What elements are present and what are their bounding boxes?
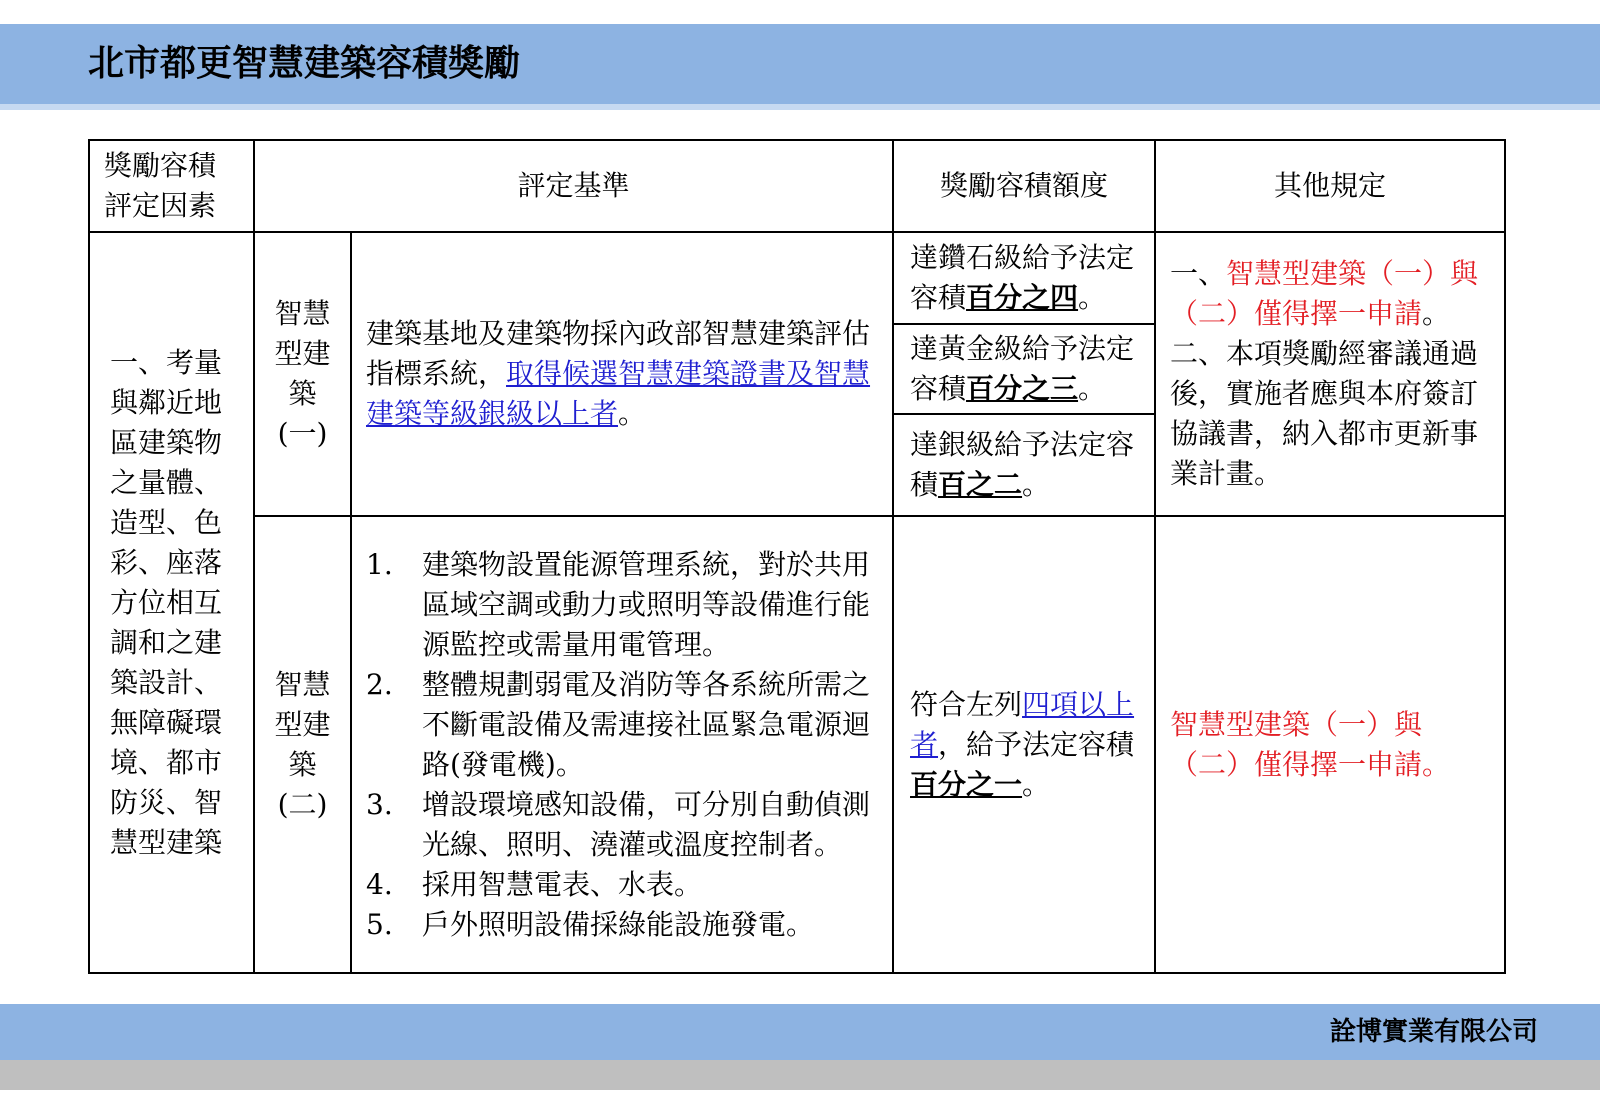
table-row [89, 516, 1505, 973]
table-row [89, 232, 1505, 324]
list-item [366, 785, 878, 865]
type1-other [1155, 232, 1505, 516]
header-amount: 獎勵容積額度 [893, 140, 1155, 232]
rules-table [88, 139, 1506, 974]
list-item [366, 665, 878, 785]
amount-type2-end: 。 [1022, 767, 1051, 801]
header-divider [0, 104, 1600, 110]
amount-diamond-end: 。 [1078, 281, 1107, 314]
type1-criteria-link[interactable]: 取得候選智慧建築證書及智慧建築等級銀級以上者 [366, 357, 871, 430]
item-number: 1. [366, 547, 393, 581]
amount-diamond [893, 232, 1155, 324]
type1-criteria [351, 232, 893, 516]
amount-type2-value: 百分之一 [910, 767, 1023, 801]
amount-silver [893, 414, 1155, 516]
footer-divider [0, 1060, 1600, 1090]
amount-type2-mid: ，給予法定容積 [938, 727, 1135, 761]
amount-gold-end: 。 [1078, 372, 1107, 405]
list-item [366, 865, 878, 905]
header-factor: 獎勵容積評定因素 [89, 140, 254, 232]
company-name: 詮博實業有限公司 [1329, 1017, 1538, 1047]
item-text: 建築物設置能源管理系統，對於共用區域空調或動力或照明等設備進行能源監控或需量用電管理。 [422, 547, 871, 661]
list-item [366, 545, 878, 665]
type2-criteria [351, 516, 893, 973]
amount-silver-value: 百之二 [938, 468, 1023, 501]
amount-type2-text: 符合左列 [910, 687, 1023, 721]
amount-silver-text: 達銀級給予法定容積 [910, 428, 1135, 501]
header-other: 其他規定 [1155, 140, 1505, 232]
list-item [366, 905, 878, 945]
other-prefix: 一、 [1170, 257, 1227, 290]
amount-diamond-value: 百分之四 [966, 281, 1079, 314]
type2-other: 智慧型建築（一）與（二）僅得擇一申請。 [1155, 516, 1505, 973]
other-end: 。 [1422, 297, 1451, 330]
amount-type2-link[interactable]: 四項以上者 [910, 687, 1135, 761]
item-text: 採用智慧電表、水表。 [422, 867, 703, 901]
item-text: 增設環境感知設備，可分別自動偵測光線、照明、澆灌或溫度控制者。 [422, 787, 871, 861]
amount-type2 [893, 516, 1155, 973]
item-number: 4. [366, 867, 393, 901]
type1-criteria-end: 。 [618, 397, 647, 430]
type1-label: 智慧型建築(一) [254, 232, 351, 516]
item-text: 戶外照明設備採綠能設施發電。 [422, 907, 815, 941]
header-criteria: 評定基準 [254, 140, 893, 232]
other-agreement: 二、本項獎勵經審議通過後，實施者應與本府簽訂協議書，納入都市更新事業計畫。 [1170, 337, 1479, 490]
amount-gold-text: 達黃金級給予法定容積 [910, 332, 1135, 405]
amount-gold [893, 324, 1155, 414]
item-number: 2. [366, 667, 393, 701]
other-choose-one: 智慧型建築（一）與（二）僅得擇一申請 [1170, 257, 1479, 330]
item-text: 整體規劃弱電及消防等各系統所需之不斷電設備及需連接社區緊急電源迴路(發電機)。 [422, 667, 871, 781]
item-number: 3. [366, 787, 393, 821]
page-title: 北市都更智慧建築容積獎勵 [88, 43, 521, 84]
type1-criteria-text: 建築基地及建築物採內政部智慧建築評估指標系統， [366, 317, 871, 390]
table-header-row [89, 140, 1505, 232]
amount-silver-end: 。 [1022, 468, 1051, 501]
amount-diamond-text: 達鑽石級給予法定容積 [910, 241, 1135, 314]
item-number: 5. [366, 907, 393, 941]
amount-gold-value: 百分之三 [966, 372, 1079, 405]
factor-cell: 一、考量與鄰近地區建築物之量體、造型、色彩、座落方位相互調和之建築設計、無障礙環境、都市防災、智慧型建築 [89, 232, 254, 973]
measures-list [366, 545, 878, 945]
type2-label: 智慧型建築(二) [254, 516, 351, 973]
